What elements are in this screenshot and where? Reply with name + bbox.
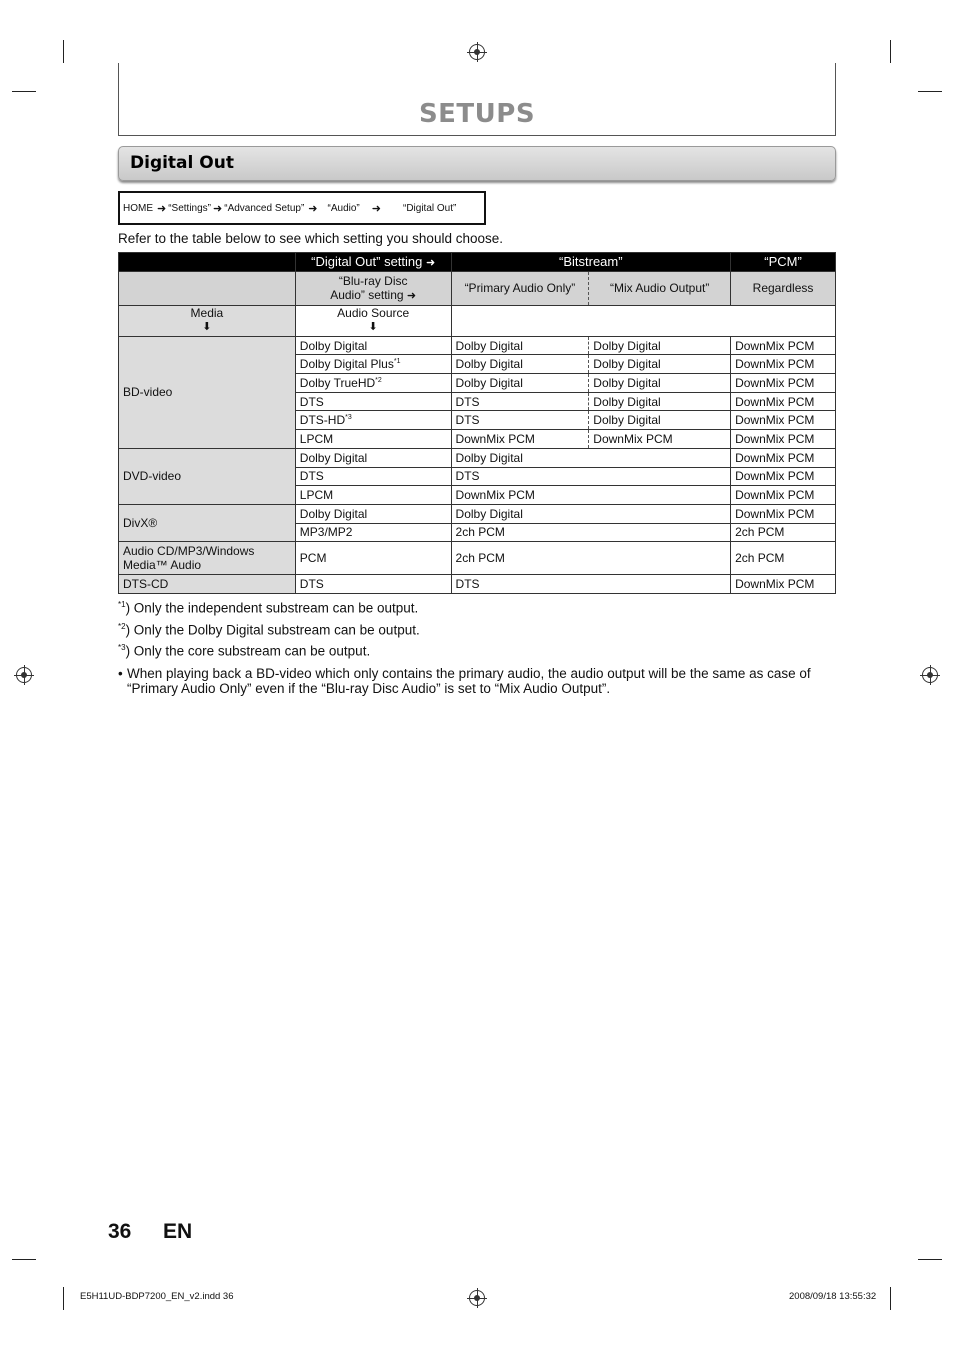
source-cell: DTS (295, 392, 451, 411)
table-header-row (119, 253, 836, 272)
trim-mark (918, 91, 942, 92)
header-bluray-audio: “Blu-ray Disc Audio” setting ➜ (295, 271, 451, 305)
pcm-cell: DownMix PCM (731, 467, 836, 486)
header-regardless: Regardless (731, 271, 836, 305)
media-cell: DVD-video (119, 448, 296, 504)
primary-cell: DownMix PCM (451, 430, 589, 449)
bitstream-cell: 2ch PCM (451, 542, 731, 575)
arrow-right-icon: ➜ (406, 289, 417, 302)
arrow-right-icon: ➜ (157, 202, 167, 215)
trim-mark (918, 1259, 942, 1260)
pcm-cell: DownMix PCM (731, 430, 836, 449)
arrow-right-icon: ➜ (371, 202, 381, 215)
mix-cell: DownMix PCM (589, 430, 731, 449)
source-cell: Dolby Digital (295, 504, 451, 523)
section-header (118, 146, 836, 181)
table-row (119, 504, 836, 523)
table-row (119, 336, 836, 355)
bullet-icon: • (118, 666, 123, 681)
table-label-row (119, 305, 836, 336)
registration-mark-icon (469, 1290, 485, 1306)
source-cell: Dolby Digital (295, 448, 451, 467)
table-row (119, 448, 836, 467)
arrow-right-icon: ➜ (426, 257, 436, 270)
header-bitstream: “Bitstream” (451, 253, 731, 272)
trim-mark (890, 40, 891, 63)
table-row (119, 542, 836, 575)
source-cell: DTS (295, 575, 451, 594)
pcm-cell: DownMix PCM (731, 411, 836, 430)
header-mix-audio-output: “Mix Audio Output” (589, 271, 731, 305)
table-row (119, 575, 836, 594)
source-cell: MP3/MP2 (295, 523, 451, 542)
trim-mark (63, 40, 64, 63)
arrow-down-icon: ⬇ (202, 321, 212, 334)
page-title: SETUPS (418, 99, 536, 129)
mix-cell: Dolby Digital (589, 374, 731, 393)
footnote: $^{*1}$) Only the independent substream can be output. (118, 600, 419, 616)
source-cell: LPCM (295, 430, 451, 449)
pcm-cell: 2ch PCM (731, 542, 836, 575)
header-digital-out: “Digital Out” setting ➜ (295, 253, 451, 272)
bitstream-cell: DownMix PCM (451, 486, 731, 505)
source-cell: Dolby TrueHD$^{*2}$ (295, 374, 451, 393)
media-cell: DTS-CD (119, 575, 296, 594)
bitstream-cell: DTS (451, 575, 731, 594)
header-blank (119, 253, 296, 272)
label-media: Media ⬇ (119, 305, 296, 336)
path-home: HOME (123, 202, 153, 214)
page-number: 36 (108, 1220, 132, 1243)
trim-mark (12, 1259, 36, 1260)
primary-cell: DTS (451, 392, 589, 411)
digital-out-table (118, 252, 836, 594)
bullet-line: “Primary Audio Only” even if the “Blu-ray Disc Audio” is set to “Mix Audio Output”. (127, 681, 611, 696)
header-primary-audio-only: “Primary Audio Only” (451, 271, 589, 305)
pcm-cell: DownMix PCM (731, 448, 836, 467)
page-language: EN (163, 1220, 193, 1243)
registration-mark-icon (922, 667, 938, 683)
path-digital-out: “Digital Out” (402, 202, 457, 214)
footnote: $^{*3}$) Only the core substream can be output. (118, 643, 371, 659)
bullet-line: When playing back a BD-video which only contains the primary audio, the audio output will be the same as case of (127, 666, 811, 681)
footnote-mark: *1 (393, 358, 401, 366)
header-pcm: “PCM” (731, 253, 836, 272)
pcm-cell: DownMix PCM (731, 486, 836, 505)
source-cell: PCM (295, 542, 451, 575)
section-title: Digital Out (130, 153, 234, 173)
subheader-blank (119, 271, 296, 305)
header-frame (118, 63, 836, 136)
source-cell: Dolby Digital (295, 336, 451, 355)
footer-filename: E5H11UD-BDP7200_EN_v2.indd 36 (80, 1291, 234, 1302)
mix-cell: Dolby Digital (589, 411, 731, 430)
label-audio-source: Audio Source ⬇ (295, 305, 451, 336)
bitstream-cell: Dolby Digital (451, 448, 731, 467)
trim-mark (63, 1287, 64, 1310)
pcm-cell: DownMix PCM (731, 504, 836, 523)
primary-cell: Dolby Digital (451, 355, 589, 374)
pcm-cell: DownMix PCM (731, 575, 836, 594)
arrow-right-icon: ➜ (308, 202, 318, 215)
source-cell: DTS (295, 467, 451, 486)
pcm-cell: DownMix PCM (731, 355, 836, 374)
media-cell: BD-video (119, 336, 296, 448)
mix-cell: Dolby Digital (589, 336, 731, 355)
footnote: $^{*2}$) Only the Dolby Digital substream can be output. (118, 621, 420, 637)
bitstream-cell: Dolby Digital (451, 504, 731, 523)
arrow-down-icon: ⬇ (368, 321, 378, 334)
bitstream-cell: 2ch PCM (451, 523, 731, 542)
path-advanced-setup: “Advanced Setup” (224, 202, 305, 214)
label-blank (451, 305, 835, 336)
trim-mark (12, 91, 36, 92)
registration-mark-icon (16, 667, 32, 683)
source-cell: Dolby Digital Plus$^{*1}$ (295, 355, 451, 374)
registration-mark-icon (469, 44, 485, 60)
pcm-cell: DownMix PCM (731, 392, 836, 411)
source-cell: LPCM (295, 486, 451, 505)
primary-cell: Dolby Digital (451, 336, 589, 355)
footnotes (118, 596, 420, 661)
bullet-note (118, 666, 838, 696)
media-cell: DivX® (119, 504, 296, 541)
menu-path (118, 191, 486, 225)
primary-cell: DTS (451, 411, 589, 430)
table-subheader-row (119, 271, 836, 305)
path-settings: “Settings” (168, 202, 212, 214)
footer-timestamp: 2008/09/18 13:55:32 (789, 1291, 877, 1302)
footnote-mark: *3 (345, 414, 352, 422)
arrow-right-icon: ➜ (213, 202, 223, 215)
media-cell: Audio CD/MP3/Windows Media™ Audio (119, 542, 296, 575)
mix-cell: Dolby Digital (589, 355, 731, 374)
path-audio: “Audio” (327, 202, 360, 214)
mix-cell: Dolby Digital (589, 392, 731, 411)
intro-text: Refer to the table below to see which setting you should choose. (118, 231, 503, 246)
primary-cell: Dolby Digital (451, 374, 589, 393)
footnote-mark: *2 (375, 376, 382, 384)
bitstream-cell: DTS (451, 467, 731, 486)
trim-mark (890, 1287, 891, 1310)
pcm-cell: DownMix PCM (731, 336, 836, 355)
pcm-cell: DownMix PCM (731, 374, 836, 393)
source-cell: DTS-HD$^{*3}$ (295, 411, 451, 430)
pcm-cell: 2ch PCM (731, 523, 836, 542)
